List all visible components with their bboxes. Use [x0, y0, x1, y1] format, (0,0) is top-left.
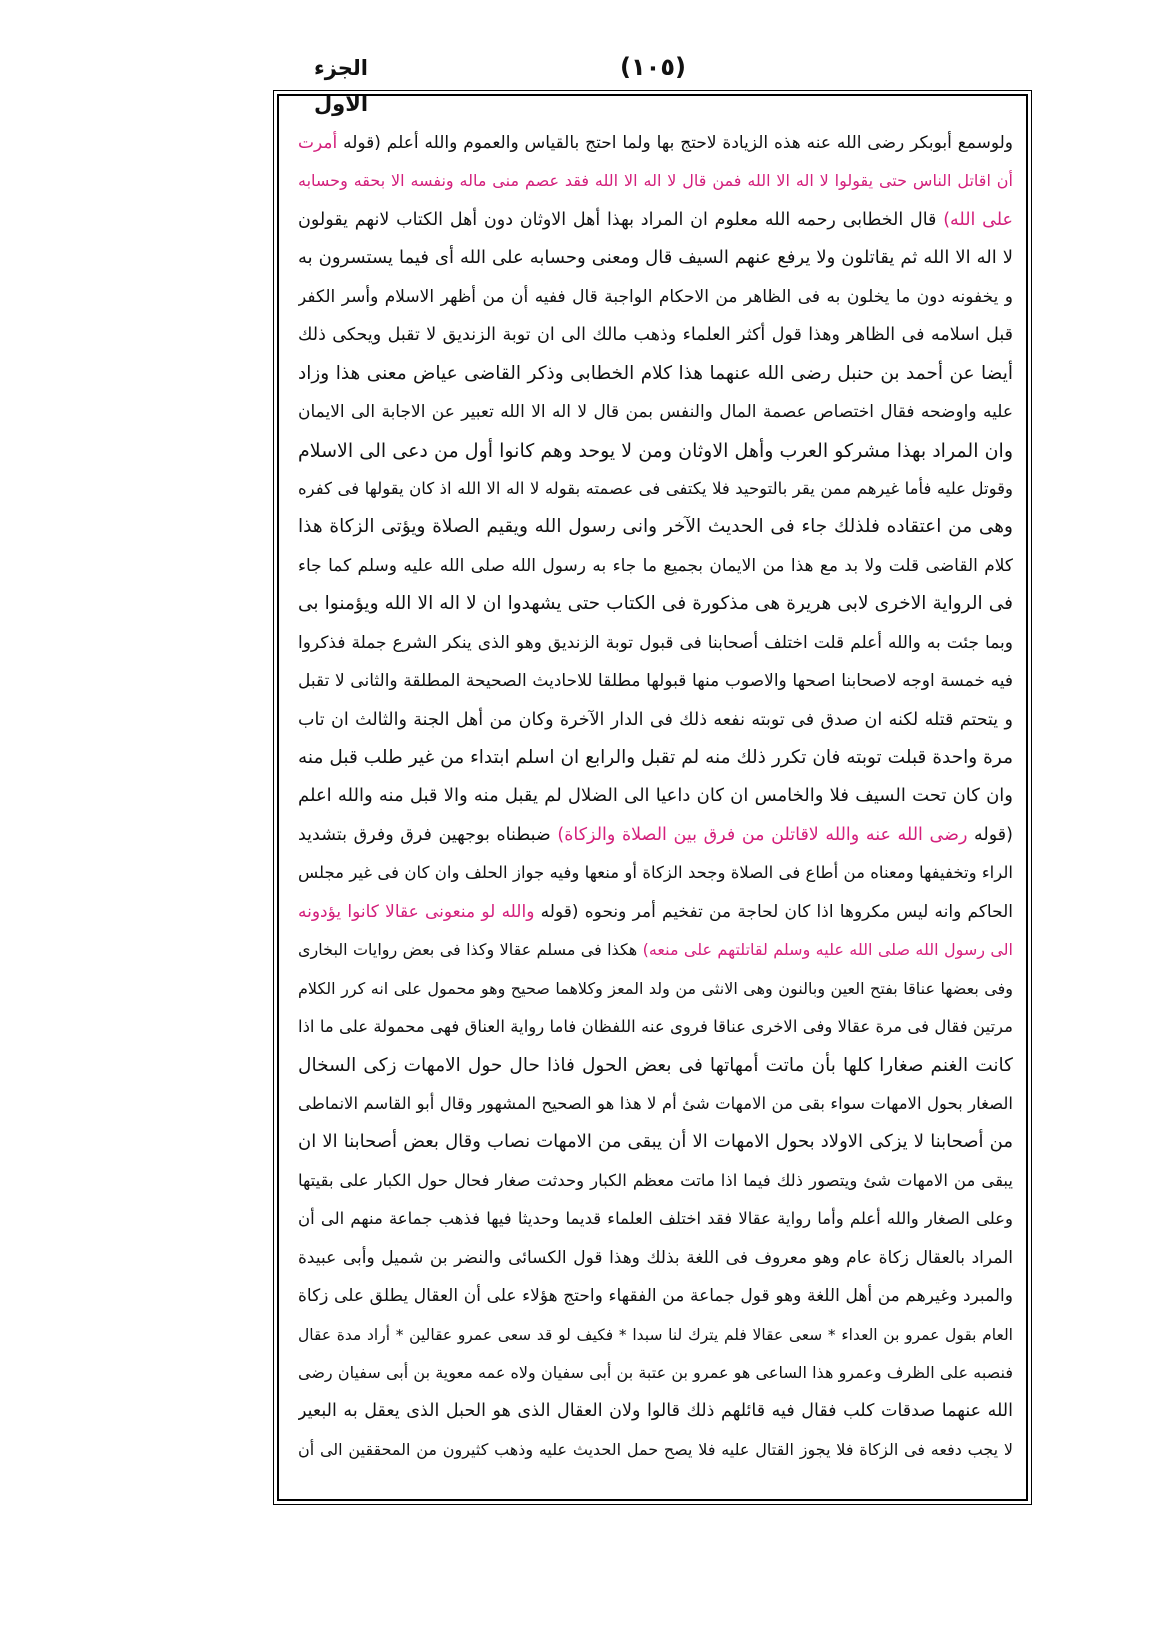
hadith-quote-text: على الله) [936, 209, 1013, 230]
hadith-quote-text: أن اقاتل الناس حتى يقولوا لا اله الا الله فمن قال لا اله الا الله فقد عصم منى ماله ونفسه الا بحقه وحسابه [298, 171, 1013, 191]
commentary-text: قال الخطابى رحمه الله معلوم ان المراد بهذا أهل الاوثان دون أهل الكتاب لانهم يقولون [298, 209, 937, 230]
commentary-text: فى الرواية الاخرى لابى هريرة هى مذكورة فى الكتاب حتى يشهدوا ان لا اله الا الله ويؤمنوا بى [298, 593, 1013, 615]
commentary-text: يبقى من الامهات شئ ويتصور ذلك فيما اذا ماتت معظم الكبار وحدثت صغار فحال حول الكبار على بقيتها [298, 1170, 1013, 1190]
commentary-text: الصغار بحول الامهات سواء بقى من الامهات شئ أم لا هذا هو الصحيح المشهور وقال أبو القاسم الانماطى [298, 1093, 1013, 1113]
text-line [298, 854, 1013, 892]
commentary-text: وبما جئت به والله أعلم قلت اختلف أصحابنا فى قبول توبة الزنديق وهو الذى ينكر الشرع جملة فذكروا [298, 632, 1013, 653]
commentary-text: هكذا فى مسلم عقالا وكذا فى بعض روايات البخارى [298, 940, 638, 960]
text-line [298, 432, 1013, 470]
commentary-text: المراد بالعقال زكاة عام وهو معروف فى اللغة بذلك وهذا قول الكسائى والنضر بن شميل وأبى عبيدة [298, 1247, 1013, 1268]
text-line [298, 508, 1013, 546]
commentary-text: مرتين فقال فى مرة عقالا وفى الاخرى عناقا فروى عنه اللفظان فاما رواية العناق فهى محمولة على ما اذا [298, 1017, 1013, 1037]
commentary-text: عليه واوضحه فقال اختصاص عصمة المال والنفس بمن قال لا اله الا الله تعبير عن الاجابة الى الايمان [298, 402, 1013, 423]
text-line [298, 1239, 1013, 1277]
text-line [298, 201, 1013, 239]
text-line [298, 162, 1013, 200]
commentary-text: وفى بعضها عناقا بفتح العين وبالنون وهى الانثى من ولد المعز وكلاهما صحيح وهو محمول على انه كرر الكلام [298, 978, 1013, 998]
commentary-text: وعلى الصغار والله أعلم وأما رواية عقالا فقد اختلف العلماء قديما وحديثا فيها فذهب جماعة منهم الى أن [298, 1209, 1013, 1229]
text-line [298, 124, 1013, 162]
text-line [298, 739, 1013, 777]
text-line [298, 777, 1013, 815]
hadith-quote-text: أمرت [298, 133, 338, 153]
text-line [298, 624, 1013, 662]
commentary-text: من أصحابنا لا يزكى الاولاد بحول الامهات الا أن يبقى من الامهات نصاب وقال بعض أصحابنا الا ان [298, 1131, 1013, 1153]
text-line [298, 1200, 1013, 1238]
text-line [298, 1354, 1013, 1392]
commentary-text: و يتحتم قتله لكنه ان صدق فى توبته نفعه ذلك فى الدار الآخرة وكان من أهل الجنة والثالث ان تاب [298, 709, 1013, 730]
commentary-text: كلام القاضى قلت ولا بد مع هذا من الايمان بجميع ما جاء به رسول الله صلى الله عليه وسلم كما جاء [298, 555, 1013, 576]
commentary-text: مرة واحدة قبلت توبته فان تكرر ذلك منه لم تقبل والرابع ان اسلم ابتداء من غير طلب قبل منه [298, 747, 1013, 768]
text-line [298, 893, 1013, 931]
text-line [298, 701, 1013, 739]
commentary-text: (قوله [967, 824, 1013, 845]
commentary-text: ولوسمع أبوبكر رضى الله عنه هذه الزيادة لاحتج بها ولما احتج بالقياس والعموم والله أعلم (قوله [337, 133, 1013, 153]
text-line [298, 1431, 1013, 1469]
commentary-text: وهى من اعتقاده فلذلك جاء فى الحديث الآخر وانى رسول الله ويقيم الصلاة ويؤتى الزكاة هذا [298, 516, 1013, 538]
commentary-text: و يخفونه دون ما يخلون به فى الظاهر من الاحكام الواجبة قال ففيه أن من أظهر الاسلام وأسر الكفر [298, 286, 1013, 307]
text-line [298, 970, 1013, 1008]
commentary-text: وان المراد بهذا مشركو العرب وأهل الاوثان ومن لا يوحد وهم كانوا أول من دعى الى الاسلام [298, 439, 1013, 462]
commentary-text: الله عنهما صدقات كلب فقال فيه قائلهم ذلك قالوا ولان العقال الذى هو الحبل الذى يعقل به البعير [298, 1401, 1013, 1422]
commentary-text: وقوتل عليه فأما غيرهم ممن يقر بالتوحيد فلا يكتفى فى عصمته بقوله لا اله الا الله اذ كان يقولها فى كفره [298, 478, 1013, 498]
commentary-text: أيضا عن أحمد بن حنبل رضى الله عنهما هذا كلام الخطابى وذكر القاضى عياض معنى هذا وزاد [298, 362, 1013, 384]
text-line [298, 585, 1013, 623]
commentary-text: قبل اسلامه فى الظاهر وهذا قول أكثر العلماء وذهب مالك الى ان توبة الزنديق لا تقبل ويحكى ذلك [298, 325, 1013, 346]
text-line [298, 662, 1013, 700]
commentary-text: فنصبه على الظرف وعمرو هذا الساعى هو عمرو بن عتبة بن أبى سفيان ولاه عمه معوية بن أبى سفيان رضى [298, 1363, 1013, 1382]
main-text [298, 124, 1013, 1469]
commentary-text: لا اله الا الله ثم يقاتلون ولا يرفع عنهم السيف قال ومعنى وحسابه على الله أى فيما يستسرون به [298, 247, 1013, 269]
hadith-quote-text: رضى الله عنه والله لاقاتلن من فرق بين الصلاة والزكاة) [550, 824, 968, 845]
commentary-text: لا يجب دفعه فى الزكاة فلا يجوز القتال عليه فلا يصح حمل الحديث عليه وذهب كثيرون من المحققين الى أن [298, 1439, 1013, 1459]
text-line [298, 816, 1013, 854]
text-line [298, 547, 1013, 585]
hadith-quote-text: والله لو منعونى عقالا كانوا يؤدونه [298, 901, 535, 922]
commentary-text: الراء وتخفيفها ومعناه من أطاع فى الصلاة وجحد الزكاة أو منعها وفيه جواز الحلف وان كان فى غير مجلس [298, 863, 1013, 883]
text-line [298, 239, 1013, 277]
commentary-text: ضبطناه بوجهين فرق وفرق بتشديد [298, 824, 551, 845]
text-line [298, 1162, 1013, 1200]
text-line [298, 1123, 1013, 1161]
commentary-text: والمبرد وغيرهم من أهل اللغة وهو قول جماعة من الفقهاء واحتج هؤلاء على أن العقال يطلق على زكاة [298, 1286, 1013, 1307]
text-line [298, 1047, 1013, 1085]
text-line [298, 470, 1013, 508]
running-head: الجزء الاول [313, 56, 369, 116]
commentary-text: العام بقول عمرو بن العداء * سعى عقالا فلم يترك لنا سبدا * فكيف لو قد سعى عمرو عقالين * أراد مدة عقال [298, 1325, 1013, 1344]
commentary-text: كانت الغنم صغارا كلها بأن ماتت أمهاتها فى بعض الحول فاذا حال حول الامهات زكى السخال [298, 1054, 1013, 1076]
text-line [298, 1316, 1013, 1354]
commentary-text: الحاكم وانه ليس مكروها اذا كان لحاجة من تفخيم أمر ونحوه (قوله [534, 901, 1013, 922]
text-line [298, 393, 1013, 431]
text-line [298, 1085, 1013, 1123]
text-line [298, 1008, 1013, 1046]
text-line [298, 316, 1013, 354]
text-line [298, 931, 1013, 969]
commentary-text: فيه خمسة اوجه لاصحابنا اصحها والاصوب منها قبولها مطلقا للاحاديث الصحيحة المطلقة والثانى لا تقبل [298, 671, 1013, 692]
text-line [298, 278, 1013, 316]
text-line [298, 1277, 1013, 1315]
hadith-quote-text: الى رسول الله صلى الله عليه وسلم لقاتلتهم على منعه) [637, 940, 1013, 960]
commentary-text: وان كان تحت السيف فلا والخامس ان كان داعيا الى الضلال لم يقبل منه والا قبل منه والله اعلم [298, 785, 1013, 807]
text-line [298, 1392, 1013, 1430]
text-line [298, 355, 1013, 393]
page-number: (١٠٥) [620, 53, 686, 81]
